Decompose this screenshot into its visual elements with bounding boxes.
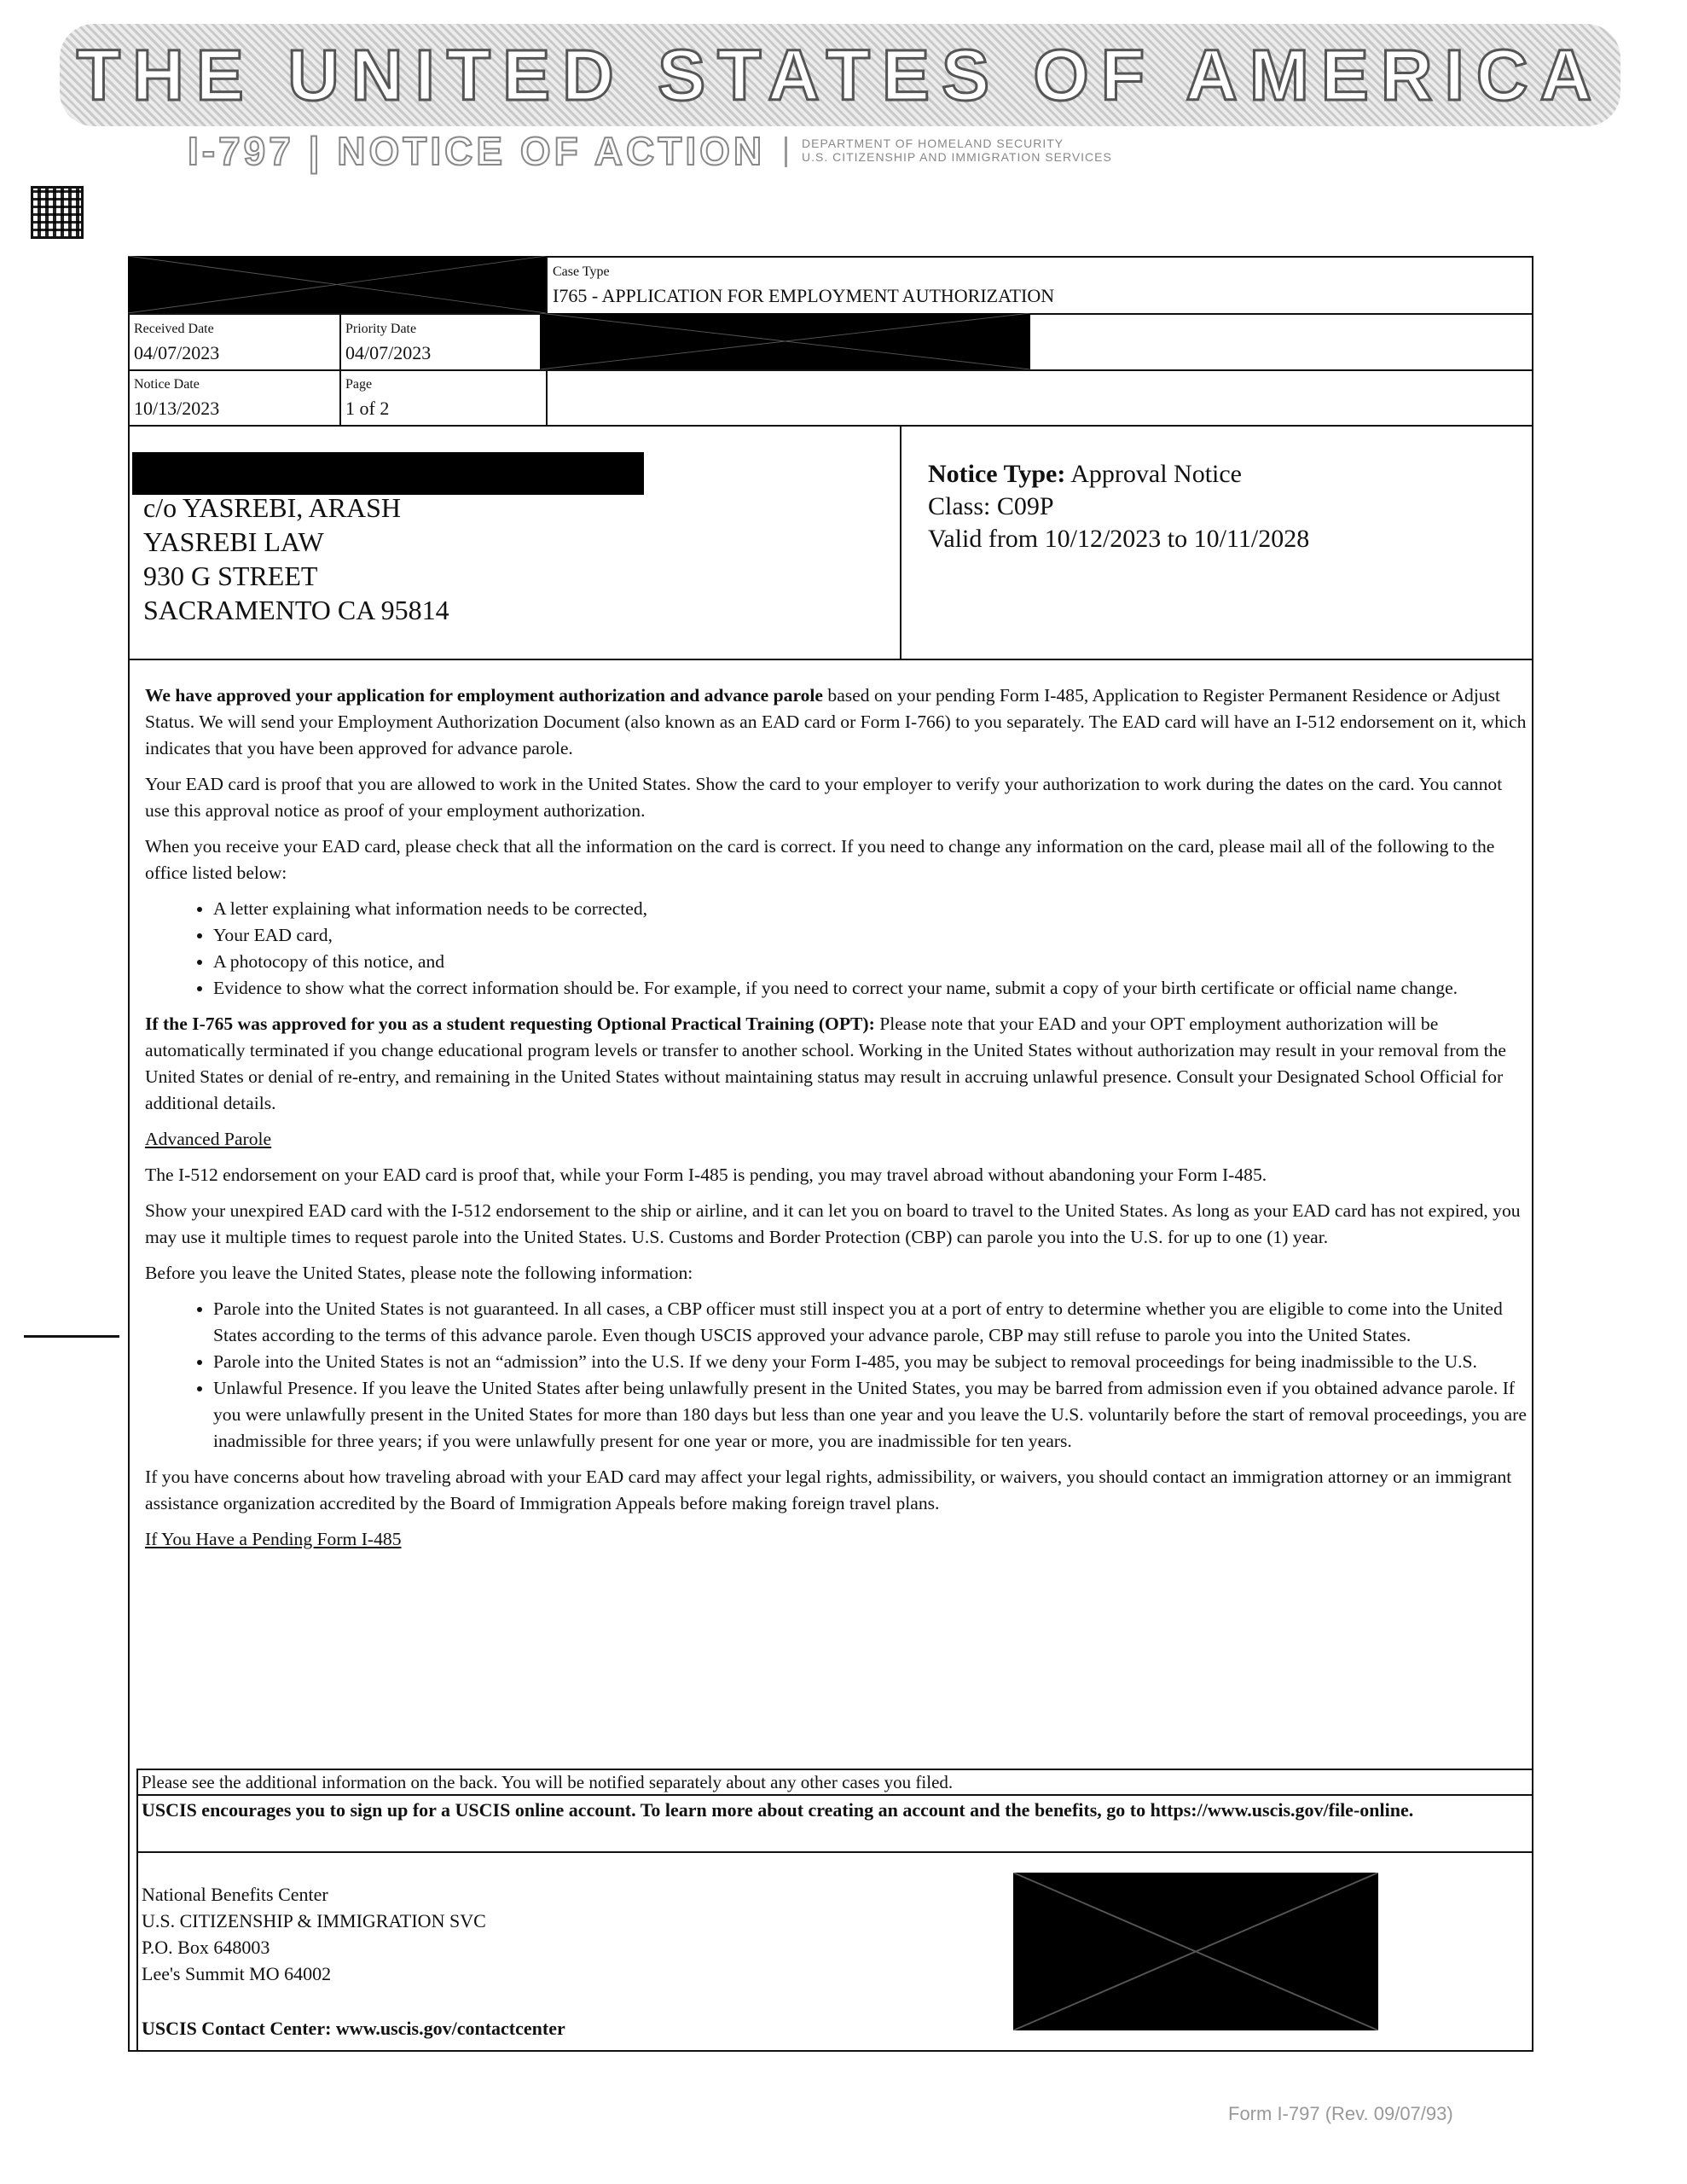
paragraph: Before you leave the United States, please note the following information:	[145, 1263, 693, 1283]
notice-type-value: Approval Notice	[1070, 460, 1242, 488]
paragraph	[145, 1011, 1527, 1117]
contact-center: USCIS Contact Center: www.uscis.gov/contactcenter	[142, 2018, 565, 2039]
footer-notice: Please see the additional information on the back. You will be notified separately about any other cases you filed.	[142, 1772, 954, 1792]
paragraph: When you receive your EAD card, please check that all the information on the card is correct. If you need to change any information on the card, please mail all of the following to the office listed below:	[145, 836, 1495, 883]
class-line: Class: C09P	[928, 492, 1054, 520]
received-date-value: 04/07/2023	[134, 342, 220, 363]
divider	[128, 659, 1533, 660]
office-line: National Benefits Center	[142, 1884, 328, 1905]
redacted-box	[128, 256, 546, 313]
page-value: 1 of 2	[345, 398, 390, 419]
list-item: • Evidence to show what the correct information should be. For example, if you need to correct your name, submit a copy of your birth certificate or official name change.	[213, 975, 1527, 1002]
address-line: c/o YASREBI, ARASH	[143, 492, 401, 523]
list-item: • Your EAD card,	[213, 922, 1527, 949]
form-title: I-797 | NOTICE OF ACTION	[188, 129, 766, 173]
paragraph: If you have concerns about how traveling abroad with your EAD card may affect your legal rights, admissibility, or waivers, you should contact an immigration attorney or an immigrant assistance organization accredited by the Board of Immigration Appeals before making foreign travel plans.	[145, 1467, 1512, 1513]
priority-date-label: Priority Date	[345, 322, 417, 336]
department-block	[802, 136, 1112, 164]
travel-list	[145, 1296, 1527, 1455]
paragraph: The I-512 endorsement on your EAD card is proof that, while your Form I-485 is pending, you may travel abroad without abandoning your Form I-485.	[145, 1165, 1267, 1185]
divider	[128, 425, 1533, 427]
notice-info	[928, 458, 1309, 555]
office-line: Lee's Summit MO 64002	[142, 1963, 332, 1984]
list-item: • Unlawful Presence. If you leave the United States after being unlawfully present in the United States, you may be barred from admission even if you obtained advance parole. If you were unlawfully present in the United States for more than 180 days but less than one year and you leave the U.S. voluntarily before the start of removal proceedings, you are inadmissible for three years; if you were unlawfully present for one year or more, you are inadmissible for ten years.	[213, 1375, 1527, 1455]
paragraph: Show your unexpired EAD card with the I-512 endorsement to the ship or airline, and it can let you on board to travel to the United States. As long as your EAD card has not expired, you may use it multiple times to request parole into the United States. U.S. Customs and Border Protection (CBP) can parole you into the U.S. for up to one (1) year.	[145, 1200, 1521, 1247]
list-item: • Parole into the United States is not guaranteed. In all cases, a CBP officer must still inspect you at a port of entry to determine whether you are eligible to come into the United States according to the terms of this advance parole. Even though USCIS approved your advance parole, CBP may still refuse to parole you into the United States.	[213, 1296, 1527, 1349]
redacted-box	[132, 452, 644, 495]
office-line: P.O. Box 648003	[142, 1937, 270, 1958]
bold-lead: If the I-765 was approved for you as a student requesting Optional Practical Training (OPT):	[145, 1014, 875, 1034]
footer-online-account: USCIS encourages you to sign up for a USCIS online account. To learn more about creating an account and the benefits, go to https://www.uscis.gov/file-online.	[142, 1799, 1414, 1821]
valid-line: Valid from 10/12/2023 to 10/11/2028	[928, 525, 1310, 553]
paragraph	[145, 682, 1527, 762]
list-item: • Parole into the United States is not an “admission” into the U.S. If we deny your Form I-485, you may be subject to removal proceedings for being inadmissible to the U.S.	[213, 1349, 1527, 1375]
form-number: Form I-797 (Rev. 09/07/93)	[1228, 2103, 1453, 2124]
header-banner	[60, 24, 1620, 126]
mailing-address	[143, 491, 449, 627]
divider	[136, 1851, 1533, 1853]
list-item: • A photocopy of this notice, and	[213, 949, 1527, 975]
divider	[136, 1769, 138, 2052]
department-line-1: DEPARTMENT OF HOMELAND SECURITY	[802, 136, 1064, 150]
notice-date-value: 10/13/2023	[134, 398, 220, 419]
divider	[339, 313, 341, 425]
notice-body	[145, 682, 1527, 1562]
title-separator	[785, 136, 787, 167]
section-heading-pending-i485: If You Have a Pending Form I-485	[145, 1529, 402, 1549]
redacted-box	[1013, 1873, 1378, 2030]
list-item: • A letter explaining what information needs to be corrected,	[213, 896, 1527, 922]
address-line: YASREBI LAW	[143, 526, 324, 557]
address-line: 930 G STREET	[143, 561, 318, 591]
case-type-label: Case Type	[553, 264, 610, 279]
paragraph-text: based on your pending Form I-485, Application to Register Permanent Residence or Adjust Status. We will send your Employment Authorization Document (also known as an EAD card or Form I-766) to you separately. The EAD card will have an I-512 endorsement on it, which indicates that you have been approved for advance parole.	[145, 685, 1527, 758]
office-line: U.S. CITIZENSHIP & IMMIGRATION SVC	[142, 1910, 486, 1931]
office-address	[142, 1881, 486, 1987]
received-date-label: Received Date	[134, 322, 214, 336]
notice-type-label: Notice Type:	[928, 460, 1066, 488]
bold-lead: We have approved your application for employment authorization and advance parole	[145, 685, 824, 706]
priority-date-value: 04/07/2023	[345, 342, 432, 363]
margin-mark	[24, 1335, 119, 1338]
redacted-box	[540, 313, 1030, 369]
divider	[900, 425, 901, 659]
correction-list	[145, 896, 1527, 1002]
page-label: Page	[345, 377, 373, 392]
notice-date-label: Notice Date	[134, 377, 200, 392]
case-type-value: I765 - APPLICATION FOR EMPLOYMENT AUTHORIZATION	[553, 285, 1055, 306]
barcode-icon	[31, 186, 84, 239]
department-line-2: U.S. CITIZENSHIP AND IMMIGRATION SERVICES	[802, 150, 1112, 164]
paragraph: Your EAD card is proof that you are allowed to work in the United States. Show the card to your employer to verify your authorization to work during the dates on the card. You cannot use this approval notice as proof of your employment authorization.	[145, 774, 1503, 821]
address-line: SACRAMENTO CA 95814	[143, 595, 449, 625]
banner-text: THE UNITED STATES OF AMERICA	[76, 34, 1604, 115]
section-heading-advanced-parole: Advanced Parole	[145, 1129, 272, 1149]
notice-type-line	[928, 458, 1309, 491]
paragraph-text: Please note that your EAD and your OPT employment authorization will be automatically terminated if you change educational program levels or transfer to another school. Working in the United States without authorization may result in your removal from the United States or denial of re-entry, and remaining in the United States without maintaining status may result in accruing unlawful presence. Consult your Designated School Official for additional details.	[145, 1014, 1506, 1113]
